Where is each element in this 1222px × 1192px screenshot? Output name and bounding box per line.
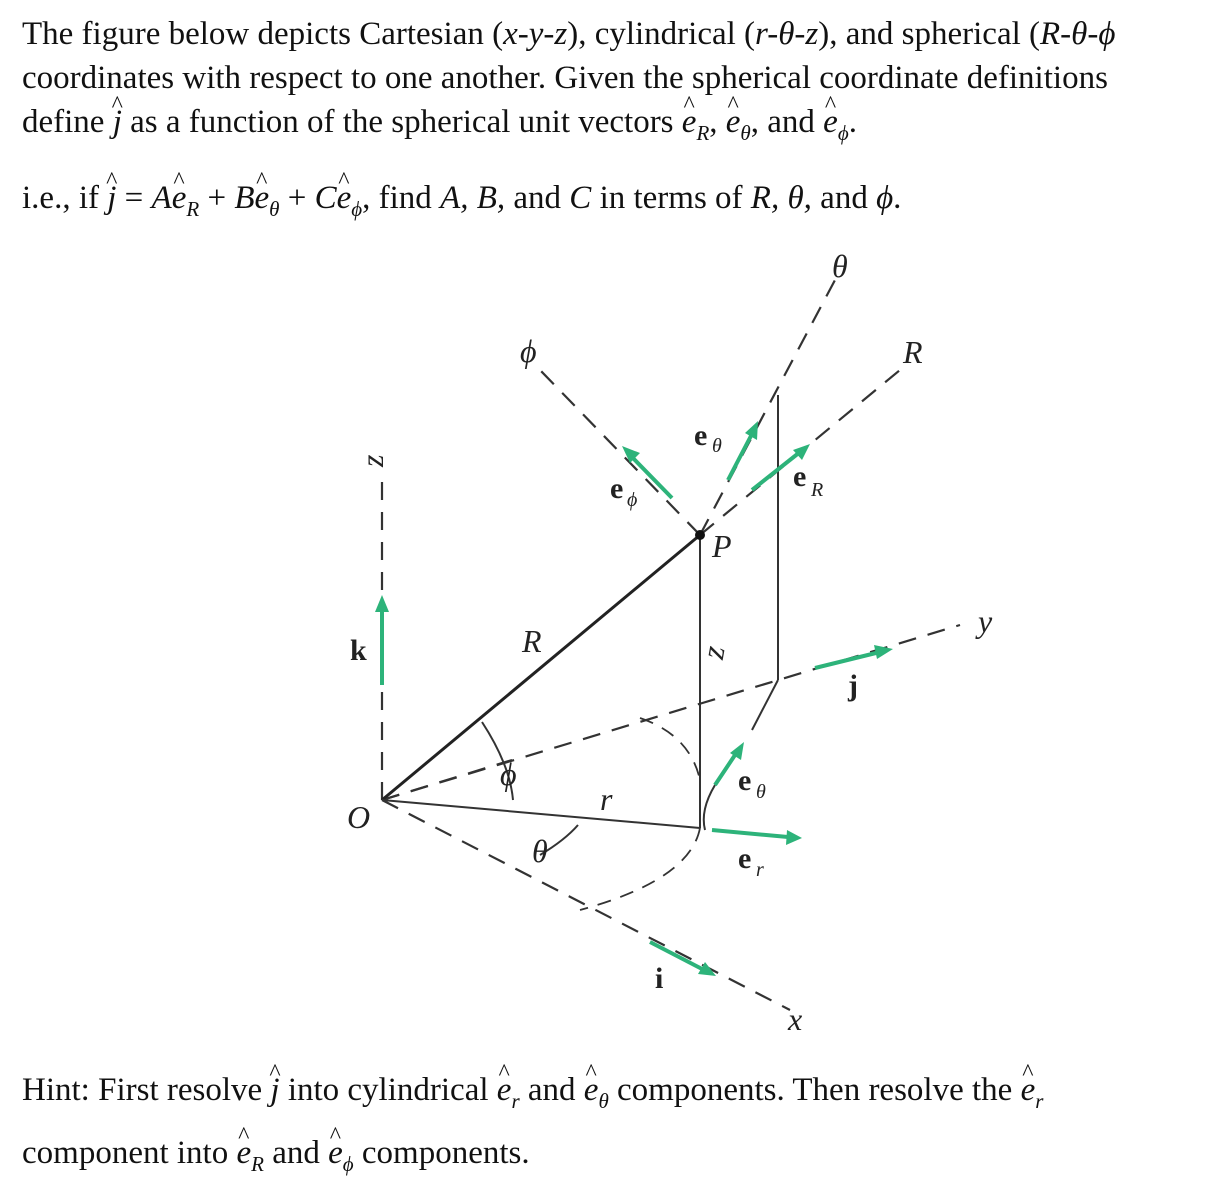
e-theta-base-sub: θ	[756, 781, 766, 803]
i-label: i	[655, 962, 664, 995]
r-label: r	[600, 781, 613, 817]
e-R-sub: R	[811, 479, 824, 501]
x-axis-label: x	[788, 1001, 803, 1037]
e-theta-base-arrow	[715, 752, 737, 785]
k-label: k	[350, 634, 367, 667]
y-axis-label: y	[978, 603, 993, 639]
phi-axis-label: ϕ	[520, 333, 537, 369]
problem-line-3: define ^ j as a function of the spherical unit vectors ^ $e_R$, ^ $e_\theta$, and ^ $e_\phi$.	[22, 100, 1115, 155]
j-label: j	[848, 669, 858, 702]
e-R-label: e	[793, 460, 807, 493]
e-r-arrowhead	[786, 830, 802, 845]
z-axis-label: z	[354, 454, 390, 467]
R-axis-label: R	[903, 334, 923, 370]
e-theta-arrow	[728, 432, 753, 480]
hint	[22, 1064, 1043, 1190]
phi-direction-line	[540, 370, 700, 535]
base-circle-arc	[580, 828, 700, 910]
e-r-sub: r	[756, 859, 764, 881]
O-to-r-dashed	[382, 760, 512, 800]
k-arrowhead	[375, 595, 389, 612]
equation-line: i.e., if ^ j = A^ $e_R$ + B^ $e_\theta$ + C^ $e_\phi$, find A, B, and C in terms of R, θ, and ϕ.	[22, 176, 901, 231]
problem-line-2: coordinates with respect to one another. Given the spherical coordinate definitions	[22, 60, 1108, 96]
e-r-label: e	[738, 842, 752, 875]
coordinate-systems-figure	[0, 240, 1222, 1060]
hint-line-2: component into ^ $e_R$ and ^ $e_\phi$ components.	[22, 1127, 1043, 1190]
e-phi-sub: ϕ	[627, 489, 638, 511]
problem-line-1: The figure below depicts Cartesian (x-y-z), cylindrical (r-θ-z), and spherical (R-θ-ϕ	[22, 16, 1116, 52]
e-theta-label: e	[694, 419, 708, 452]
O-label: O	[347, 799, 371, 835]
e-phi-label: e	[610, 472, 624, 505]
j-hat: ^ j	[113, 100, 122, 144]
r-line	[382, 800, 700, 828]
j-arrow	[815, 652, 880, 668]
theta-arc-at-base	[704, 785, 715, 830]
problem-statement	[22, 12, 1115, 155]
theta-axis-label: θ	[832, 248, 848, 284]
e-r-arrow	[712, 830, 788, 837]
e-theta-base-label: e	[738, 764, 752, 797]
hint-line-1: Hint: First resolve ^ j into cylindrical ^ $e_r$ and ^ $e_\theta$ components. Then resolve the ^ $e_r$	[22, 1064, 1043, 1127]
theta-angle-label: θ	[532, 833, 548, 869]
point-P	[695, 530, 705, 540]
e-theta-sub: θ	[712, 435, 722, 457]
P-label: P	[712, 528, 732, 564]
upper-arc	[640, 718, 700, 780]
z-label: z	[694, 642, 732, 662]
phi-angle-label: ϕ	[500, 756, 517, 792]
j-arrowhead	[874, 645, 893, 659]
R-label: R	[522, 623, 542, 659]
R-vector-line	[382, 535, 700, 800]
